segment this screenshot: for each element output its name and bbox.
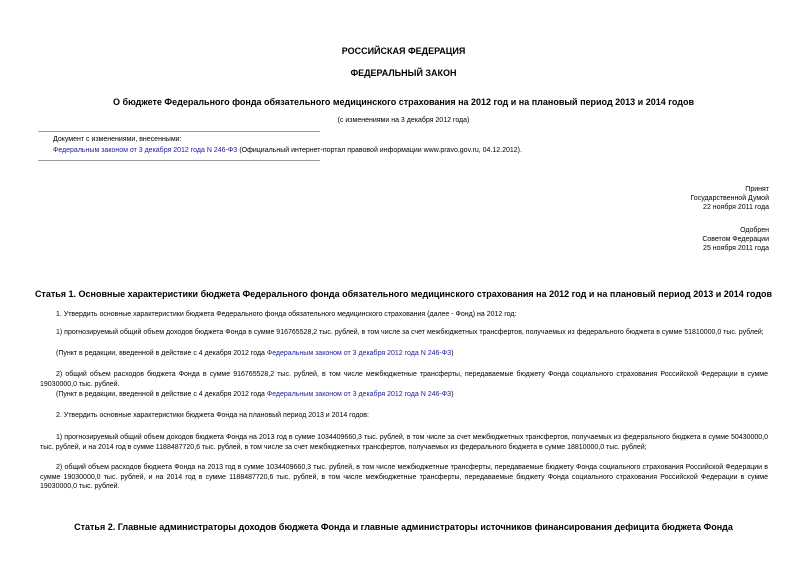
approved-label: Одобрен <box>740 227 769 234</box>
accepted-label: Принят <box>745 186 769 193</box>
note2-prefix: (Пункт в редакции, введенной в действие с 4 декабря 2012 года <box>56 391 267 398</box>
article1-p1-item1: 1) прогнозируемый общий объем доходов бюджета Фонда в сумме 916765528,2 тыс. рублей, в том числе за счет межбюджетных трансфертов, получаемых из федерального бюджета в сумме 51810000,0 тыс. рублей; <box>56 329 764 336</box>
amending-law-link[interactable]: Федеральным законом от 3 декабря 2012 года N 246-ФЗ <box>53 147 238 154</box>
article2-title: Статья 2. Главные администраторы доходов бюджета Фонда и главные администраторы источников финансирования дефицита бюджета Фонда <box>74 522 733 532</box>
changes-label: Документ с изменениями, внесенными: <box>53 136 182 143</box>
law-title: О бюджете Федерального фонда обязательного медицинского страхования на 2012 год и на плановый период 2013 и 2014 годов <box>113 97 694 107</box>
approved-date: 25 ноября 2011 года <box>703 245 769 252</box>
accepted-by: Государственной Думой <box>690 195 769 202</box>
approved-by: Советом Федерации <box>702 236 769 243</box>
article1-p2-item1: 1) прогнозируемый общий объем доходов бюджета Фонда на 2013 год в сумме 1034409660,3 тыс. рублей, в том числе за счет межбюджетных трансфертов, получаемых из федерального бюджета в сумме 50430000,0 тыс. рублей, и на 2014 год в сумме 1188487720,6 тыс. рублей, в том числе за счет межбюджетных трансфертов, получаемых из федерального бюджета в сумме 18810000,0 тыс. рублей; <box>40 434 768 451</box>
note1-suffix: ) <box>451 350 454 357</box>
article1-p1-item2: 2) общий объем расходов бюджета Фонда в сумме 916765528,2 тыс. рублей, в том числе межбюджетные трансферты, передаваемые бюджету Фонда социального страхования Российской Федерации в сумме 19030000,0 тыс. рублей. <box>40 371 768 388</box>
law-type-heading: ФЕДЕРАЛЬНЫЙ ЗАКОН <box>350 68 457 78</box>
article1-title: Статья 1. Основные характеристики бюджета Федерального фонда обязательного медицинского страхования на 2012 год и на плановый период 2013 и 2014 годов <box>34 289 773 299</box>
changes-bottom-rule <box>38 160 320 161</box>
changes-source: (Официальный интернет-портал правовой информации www.pravo.gov.ru, 04.12.2012). <box>237 147 522 154</box>
changes-block <box>53 135 773 155</box>
changes-line <box>53 146 773 155</box>
adoption-council <box>702 226 769 253</box>
adoption-duma <box>690 185 769 212</box>
country-heading: РОССИЙСКАЯ ФЕДЕРАЦИЯ <box>341 46 466 56</box>
article1-p2: 2. Утвердить основные характеристики бюджета Фонда на плановый период 2013 и 2014 годов: <box>56 412 369 419</box>
note2-suffix: ) <box>451 391 454 398</box>
revision-note: (с изменениями на 3 декабря 2012 года) <box>337 117 470 124</box>
article1-note2 <box>40 390 784 400</box>
changes-top-rule <box>38 131 320 132</box>
note1-prefix: (Пункт в редакции, введенной в действие с 4 декабря 2012 года <box>56 350 267 357</box>
article1-p2-item2: 2) общий объем расходов бюджета Фонда на 2013 год в сумме 1034409660,3 тыс. рублей, в том числе межбюджетные трансферты, передаваемые бюджету Фонда социального страхования Российской Федерации в сумме 19030000,0 тыс. рублей, и на 2014 год в сумме 1188487720,6 тыс. рублей, в том числе межбюджетные трансферты, передаваемые бюджету Фонда социального страхования Российской Федерации в сумме 19030000,0 тыс. рублей. <box>40 464 768 490</box>
article1-p1: 1. Утвердить основные характеристики бюджета Федерального фонда обязательного медицинского страхования (далее - Фонд) на 2012 год: <box>56 311 517 318</box>
article1-note1 <box>40 349 784 359</box>
note2-law-link[interactable]: Федеральным законом от 3 декабря 2012 года N 246-ФЗ <box>266 391 452 398</box>
note1-law-link[interactable]: Федеральным законом от 3 декабря 2012 года N 246-ФЗ <box>266 350 452 357</box>
accepted-date: 22 ноября 2011 года <box>703 204 769 211</box>
